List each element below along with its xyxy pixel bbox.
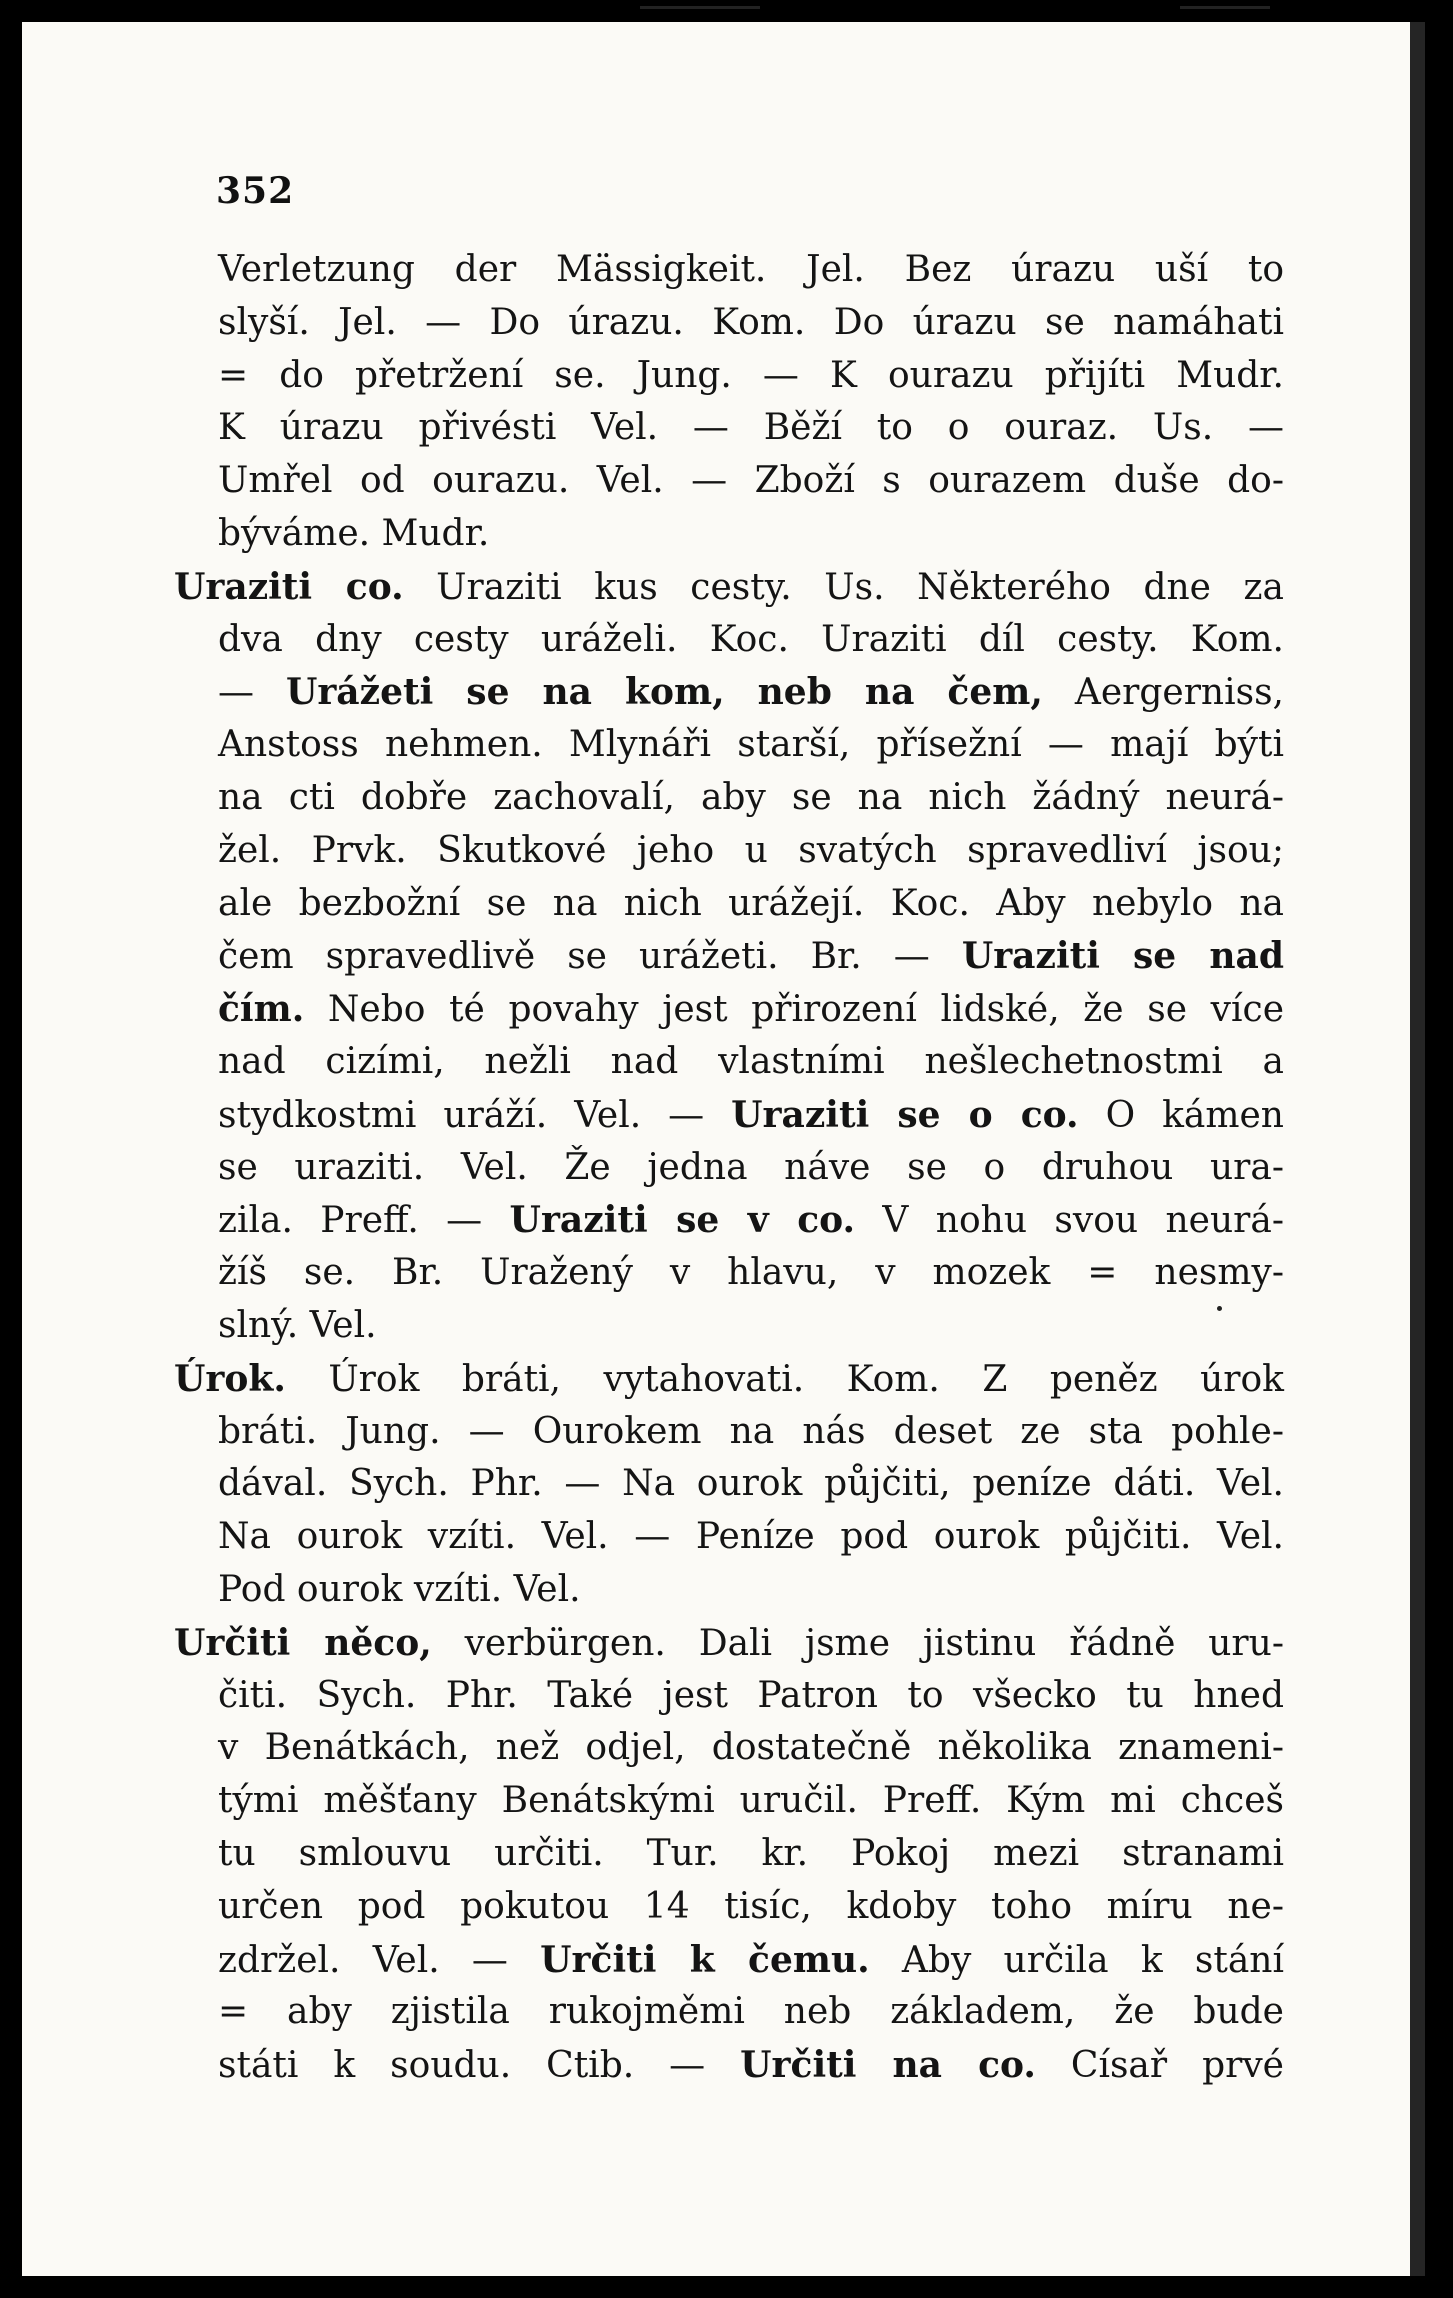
- dictionary-text-body: [174, 244, 1285, 2092]
- next-page-edge: [1410, 22, 1425, 2276]
- text-run: bráti. Jung. — Ourokem na nás deset ze sta pohle-: [218, 1410, 1284, 1452]
- text-line: [218, 878, 1284, 931]
- text-line: [218, 825, 1284, 878]
- text-run: Nebo té povahy jest přirození lidské, že se více: [304, 989, 1284, 1031]
- headword: Uraziti se v co.: [509, 1199, 856, 1242]
- text-line: [218, 1300, 1284, 1353]
- entry-headline: [174, 561, 1284, 614]
- text-line: [218, 244, 1284, 297]
- headword: Úrok.: [174, 1357, 286, 1400]
- text-line: [218, 1986, 1284, 2039]
- scan-mark: [640, 6, 760, 9]
- text-line: [218, 1036, 1284, 1089]
- text-run: Verletzung der Mässigkeit. Jel. Bez úrazu uší to: [218, 249, 1284, 290]
- text-line: [218, 1722, 1284, 1775]
- text-run: = aby zjistila rukojměmi neb základem, že bude: [218, 1991, 1284, 2033]
- text-line: [218, 1670, 1284, 1723]
- text-run: = do přetržení se. Jung. — K ourazu přijíti Mudr.: [218, 354, 1284, 396]
- text-run: K úrazu přivésti Vel. — Běží to o ouraz. Us. —: [218, 407, 1284, 449]
- headword: Určiti k čemu.: [540, 1938, 870, 1981]
- headword: čím.: [218, 988, 305, 1031]
- book-page: [22, 22, 1410, 2276]
- text-line: [218, 1511, 1284, 1564]
- text-run: dva dny cesty uráželi. Koc. Uraziti díl cesty. Kom.: [218, 618, 1284, 660]
- text-line: [218, 508, 1284, 561]
- text-line: [218, 1089, 1284, 1142]
- text-run: býváme. Mudr.: [218, 512, 490, 554]
- text-line: [218, 2039, 1284, 2092]
- text-run: V nohu svou neurá-: [855, 1200, 1285, 1242]
- text-line: [218, 614, 1284, 667]
- text-run: se uraziti. Vel. Že jedna náve se o druhou ura-: [218, 1146, 1284, 1188]
- text-line: [218, 666, 1284, 719]
- text-run: slyší. Jel. — Do úrazu. Kom. Do úrazu se namáhati: [218, 301, 1284, 343]
- text-run: Pod ourok vzíti. Vel.: [218, 1568, 581, 1610]
- headword: Uraziti se nad: [961, 935, 1285, 978]
- text-run: Úrok bráti, vytahovati. Kom. Z peněz úrok: [285, 1358, 1284, 1400]
- text-run: na cti dobře zachovalí, aby se na nich žádný neurá-: [218, 776, 1284, 818]
- text-run: verbürgen. Dali jsme jistinu řádně uru-: [431, 1622, 1284, 1664]
- text-line: [218, 350, 1284, 403]
- text-line: [218, 1881, 1284, 1934]
- text-run: stydkostmi uráží. Vel. —: [218, 1094, 732, 1136]
- text-run: Aergerniss,: [1042, 672, 1284, 714]
- text-line: [218, 402, 1284, 455]
- text-run: O kámen: [1078, 1094, 1284, 1136]
- headword: Uraziti co.: [174, 565, 404, 608]
- text-line: [218, 983, 1284, 1036]
- text-line: [218, 1458, 1284, 1511]
- text-run: dával. Sych. Phr. — Na ourok půjčiti, peníze dáti. Vel.: [218, 1463, 1284, 1505]
- text-run: Na ourok vzíti. Vel. — Peníze pod ourok půjčiti. Vel.: [218, 1516, 1284, 1558]
- text-line: [218, 1564, 1284, 1617]
- text-line: [218, 930, 1284, 983]
- text-run: čem spravedlivě se urážeti. Br. —: [218, 936, 962, 978]
- text-line: [218, 1406, 1284, 1459]
- text-run: v Benátkách, než odjel, dostatečně několika znameni-: [218, 1727, 1284, 1769]
- text-line: [218, 1775, 1284, 1828]
- text-run: Umřel od ourazu. Vel. — Zboží s ourazem duše do-: [218, 460, 1284, 502]
- print-speck: [1217, 1306, 1222, 1311]
- scan-mark: [1180, 6, 1270, 9]
- text-line: [218, 297, 1284, 350]
- text-run: čiti. Sych. Phr. Také jest Patron to všecko tu hned: [218, 1674, 1284, 1716]
- text-run: žíš se. Br. Uražený v hlavu, v mozek = nesmy-: [218, 1252, 1284, 1294]
- text-run: Uraziti kus cesty. Us. Některého dne za: [403, 566, 1284, 608]
- text-run: tými měšťany Benátskými uručil. Preff. Kým mi chceš: [218, 1780, 1284, 1822]
- text-run: zdržel. Vel. —: [218, 1939, 541, 1981]
- text-line: [218, 1247, 1284, 1300]
- text-run: nad cizími, nežli nad vlastními nešlechetnostmi a: [218, 1040, 1284, 1082]
- text-line: [218, 772, 1284, 825]
- text-run: žel. Prvk. Skutkové jeho u svatých spravedliví jsou;: [218, 829, 1284, 871]
- text-run: Císař prvé: [1035, 2045, 1284, 2087]
- entry-headline: [174, 1617, 1284, 1670]
- text-run: určen pod pokutou 14 tisíc, kdoby toho míru ne-: [218, 1885, 1284, 1927]
- headword: Uraziti se o co.: [731, 1093, 1079, 1136]
- entry-headline: [174, 1353, 1284, 1406]
- text-run: tu smlouvu určiti. Tur. kr. Pokoj mezi stranami: [218, 1832, 1284, 1874]
- text-run: státi k soudu. Ctib. —: [218, 2045, 741, 2087]
- text-run: zila. Preff. —: [218, 1200, 510, 1242]
- headword: Určiti něco,: [174, 1621, 432, 1664]
- text-run: —: [218, 672, 286, 714]
- text-line: [218, 455, 1284, 508]
- text-run: ale bezbožní se na nich urážejí. Koc. Aby nebylo na: [218, 882, 1284, 924]
- text-run: slný. Vel.: [218, 1304, 377, 1346]
- text-line: [218, 719, 1284, 772]
- text-run: Anstoss nehmen. Mlynáři starší, přísežní — mají býti: [218, 724, 1284, 766]
- headword: Určiti na co.: [740, 2044, 1036, 2087]
- headword: Urážeti se na kom, neb na čem,: [285, 671, 1043, 714]
- text-line: [218, 1828, 1284, 1881]
- text-line: [218, 1194, 1284, 1247]
- text-run: Aby určila k stání: [869, 1939, 1285, 1981]
- page-number: 352: [216, 170, 295, 212]
- text-line: [218, 1142, 1284, 1195]
- text-line: [218, 1934, 1284, 1987]
